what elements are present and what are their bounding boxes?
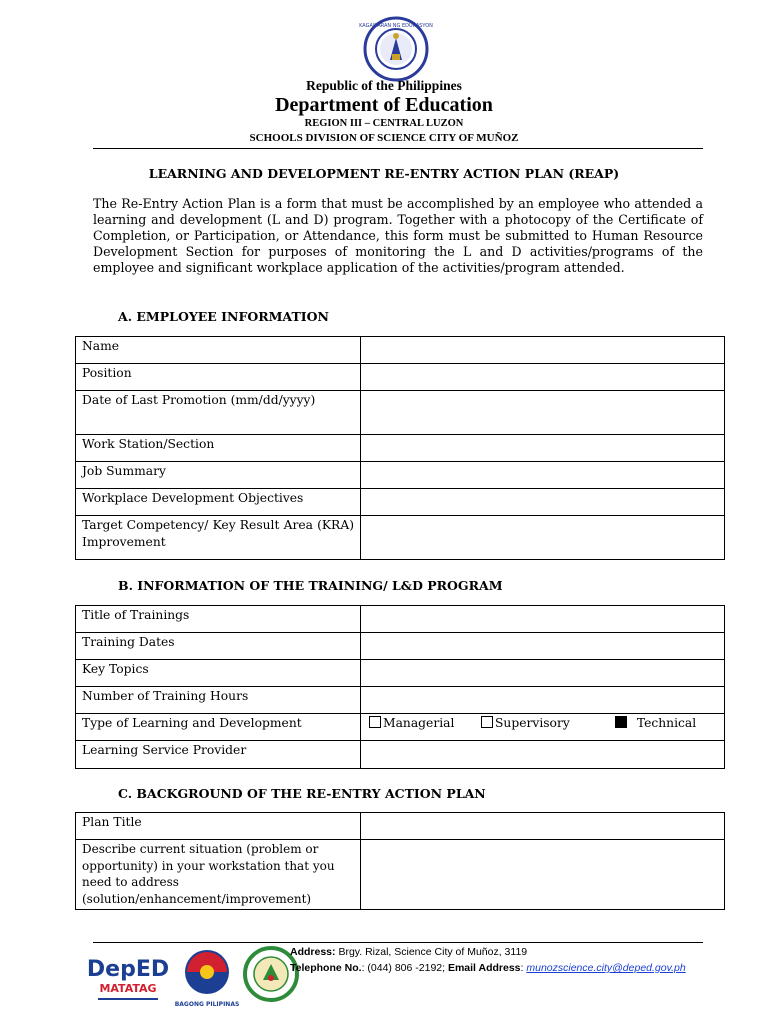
field-label: Describe current situation (problem or opportunity) in your workstation that you need to address (solution/enhancement/improvement) xyxy=(76,840,361,910)
table-row xyxy=(76,435,725,462)
footer-divider xyxy=(93,942,703,943)
intro-paragraph: The Re-Entry Action Plan is a form that must be accomplished by an employee who attended a learning and development (L and D) program. Together with a photocopy of the Certificate of Completion, or Participation, or Attendance, this form must be submitted to Human Resource Development Section for purposes of monitoring the L and D activities/programs of the employee and significant workplace application of the activities/program attended. xyxy=(93,196,703,275)
section-b-heading: B. INFORMATION OF THE TRAINING/ L&D PROGRAM xyxy=(118,578,503,593)
background-table xyxy=(75,812,725,910)
training-hours-field[interactable] xyxy=(361,687,725,714)
work-station-field[interactable] xyxy=(361,435,725,462)
telephone-label: Telephone No. xyxy=(290,962,362,974)
technical-option[interactable] xyxy=(615,715,696,732)
current-situation-field[interactable] xyxy=(361,840,725,910)
table-row xyxy=(76,741,725,769)
division-line: SCHOOLS DIVISION OF SCIENCE CITY OF MUÑOZ xyxy=(249,132,519,144)
managerial-checkbox[interactable] xyxy=(369,716,381,728)
field-label: Training Dates xyxy=(76,633,361,660)
supervisory-checkbox[interactable] xyxy=(481,716,493,728)
logo-text: DepED xyxy=(86,957,170,982)
table-row xyxy=(76,489,725,516)
plan-title-field[interactable] xyxy=(361,813,725,840)
table-row xyxy=(76,633,725,660)
field-label: Work Station/Section xyxy=(76,435,361,462)
email-label: Email Address xyxy=(447,962,521,974)
table-row xyxy=(76,391,725,435)
development-objectives-field[interactable] xyxy=(361,489,725,516)
table-row xyxy=(76,714,725,741)
logo-text: BAGONG PILIPINAS xyxy=(174,1001,240,1008)
field-label: Number of Training Hours xyxy=(76,687,361,714)
ld-type-options xyxy=(361,714,725,741)
section-a-heading: A. EMPLOYEE INFORMATION xyxy=(118,309,329,324)
table-row xyxy=(76,660,725,687)
field-label: Date of Last Promotion (mm/dd/yyyy) xyxy=(76,391,361,435)
table-row xyxy=(76,337,725,364)
technical-checkbox[interactable] xyxy=(615,716,627,728)
form-title: LEARNING AND DEVELOPMENT RE-ENTRY ACTION PLAN (REAP) xyxy=(148,166,620,181)
field-label: Title of Trainings xyxy=(76,606,361,633)
email-separator: : xyxy=(520,962,527,974)
training-title-field[interactable] xyxy=(361,606,725,633)
name-field[interactable] xyxy=(361,337,725,364)
deped-matatag-logo xyxy=(86,946,170,1012)
field-label: Key Topics xyxy=(76,660,361,687)
seal-text: KAGAWARAN NG EDUKASYON xyxy=(359,23,433,29)
deped-seal-logo xyxy=(356,16,436,82)
field-label: Target Competency/ Key Result Area (KRA) Improvement xyxy=(76,516,361,560)
bagong-pilipinas-logo xyxy=(175,946,239,1012)
option-label: Managerial xyxy=(383,716,455,730)
address-text: Brgy. Rizal, Science City of Muñoz, 3119 xyxy=(338,946,528,958)
training-info-table xyxy=(75,605,725,769)
option-label: Technical xyxy=(636,716,697,730)
key-topics-field[interactable] xyxy=(361,660,725,687)
field-label: Job Summary xyxy=(76,462,361,489)
telephone-text: : (044) 806 -2192; xyxy=(361,962,448,974)
employee-info-table xyxy=(75,336,725,560)
field-label: Workplace Development Objectives xyxy=(76,489,361,516)
region-line: REGION III – CENTRAL LUZON xyxy=(304,118,464,129)
field-label: Type of Learning and Development xyxy=(76,714,361,741)
section-c-heading: C. BACKGROUND OF THE RE-ENTRY ACTION PLAN xyxy=(118,786,486,801)
last-promotion-date-field[interactable] xyxy=(361,391,725,435)
address-line xyxy=(290,946,527,958)
option-label: Supervisory xyxy=(495,716,570,730)
service-provider-field[interactable] xyxy=(361,741,725,769)
department-name: Department of Education xyxy=(275,94,493,116)
training-dates-field[interactable] xyxy=(361,633,725,660)
field-label: Learning Service Provider xyxy=(76,741,361,769)
table-row xyxy=(76,687,725,714)
table-row xyxy=(76,516,725,560)
republic-line: Republic of the Philippines xyxy=(306,78,462,93)
job-summary-field[interactable] xyxy=(361,462,725,489)
contact-line xyxy=(290,962,686,974)
table-row xyxy=(76,840,725,910)
address-label: Address: xyxy=(290,946,336,958)
position-field[interactable] xyxy=(361,364,725,391)
table-row xyxy=(76,462,725,489)
field-label: Position xyxy=(76,364,361,391)
table-row xyxy=(76,606,725,633)
target-competency-field[interactable] xyxy=(361,516,725,560)
logo-text: MATATAG xyxy=(99,982,157,995)
managerial-option[interactable] xyxy=(369,715,454,732)
email-link[interactable]: munozscience.city@deped.gov.ph xyxy=(526,962,686,974)
field-label: Plan Title xyxy=(76,813,361,840)
table-row xyxy=(76,813,725,840)
header-divider xyxy=(93,148,703,149)
supervisory-option[interactable] xyxy=(481,715,570,732)
field-label: Name xyxy=(76,337,361,364)
table-row xyxy=(76,364,725,391)
